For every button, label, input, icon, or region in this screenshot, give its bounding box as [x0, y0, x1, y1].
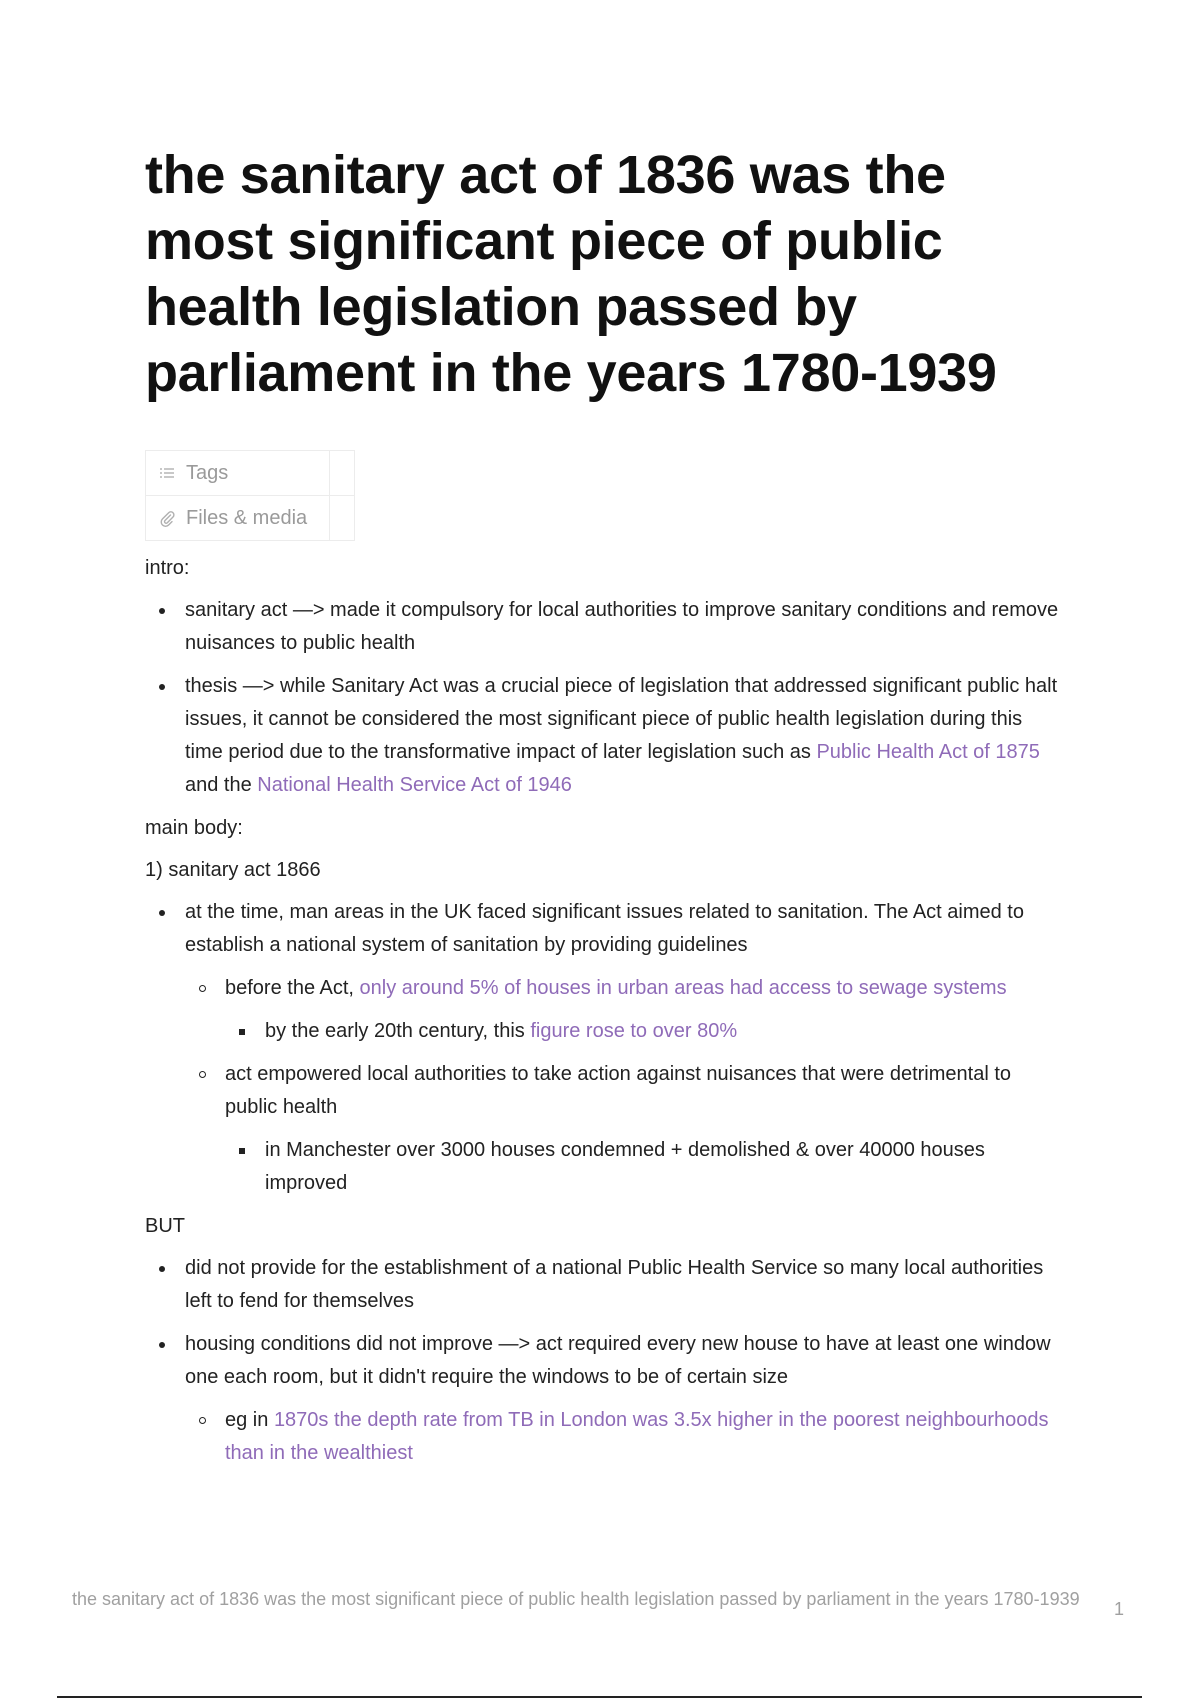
property-tags[interactable]	[146, 451, 354, 496]
section-heading: 1) sanitary act 1866	[145, 859, 321, 881]
page-divider	[57, 1696, 1142, 1698]
list-item-text: at the time, man areas in the UK faced significant issues related to sanitation. The Act aimed to establish a national system of sanitation by providing guidelines	[185, 901, 1024, 956]
highlight-link[interactable]: 1870s the depth rate from TB in London was 3.5x higher in the poorest neighbourhoods than in the wealthiest	[225, 1409, 1049, 1464]
intro-heading: intro:	[145, 557, 190, 579]
page-footer: the sanitary act of 1836 was the most significant piece of public health legislation passed by parliament in the years 1780-1939	[72, 1589, 1080, 1609]
properties-table	[145, 450, 355, 541]
page-content	[145, 552, 1065, 1480]
list-item	[145, 1252, 1065, 1318]
property-files-media[interactable]	[146, 496, 354, 540]
intro-list	[145, 594, 1065, 802]
list-item	[145, 594, 1065, 660]
list-item	[145, 896, 1065, 1200]
highlight-link[interactable]: only around 5% of houses in urban areas had access to sewage systems	[359, 977, 1007, 999]
list-item	[185, 1058, 1065, 1200]
nested-list	[185, 972, 1065, 1200]
list-icon	[158, 464, 176, 482]
nested-list	[225, 1134, 1065, 1200]
list-item-text: and the	[185, 774, 258, 796]
list-item	[145, 1328, 1065, 1470]
list-item	[185, 972, 1065, 1048]
highlight-link[interactable]: National Health Service Act of 1946	[257, 774, 572, 796]
list-item-text: act empowered local authorities to take action against nuisances that were detrimental to public health	[225, 1063, 1011, 1118]
list-item-text: by the early 20th century, this	[265, 1020, 531, 1042]
paperclip-icon	[158, 509, 176, 527]
page-title: the sanitary act of 1836 was the most significant piece of public health legislation passed by parliament in the years 1780-1939	[145, 145, 997, 403]
list-item	[225, 1015, 1065, 1048]
list-item	[145, 670, 1065, 802]
but-heading: BUT	[145, 1215, 185, 1237]
list-item	[185, 1404, 1065, 1470]
list-item-text: thesis —> while Sanitary Act was a crucial piece of legislation that addressed significant public halt issues, it cannot be considered the most significant piece of public health legislation during this time period due to the transformative impact of later legislation such as	[185, 675, 1058, 763]
nested-list	[185, 1404, 1065, 1470]
nested-list	[225, 1015, 1065, 1048]
page-number: 1	[1114, 1599, 1125, 1619]
property-label-tags: Tags	[186, 461, 229, 484]
list-item-text: sanitary act —> made it compulsory for local authorities to improve sanitary conditions and remove nuisances to public health	[185, 599, 1059, 654]
highlight-link[interactable]: Public Health Act of 1875	[816, 741, 1040, 763]
highlight-link[interactable]: figure rose to over 80%	[530, 1020, 738, 1042]
section1-list	[145, 896, 1065, 1200]
list-item	[225, 1134, 1065, 1200]
list-item-text: did not provide for the establishment of a national Public Health Service so many local authorities left to fend for themselves	[185, 1257, 1044, 1312]
main-body-heading: main body:	[145, 817, 243, 839]
property-label-files: Files & media	[186, 506, 308, 529]
list-item-text: in Manchester over 3000 houses condemned + demolished & over 40000 houses improved	[265, 1139, 985, 1194]
but-list	[145, 1252, 1065, 1470]
list-item-text: eg in	[225, 1409, 274, 1431]
list-item-text: housing conditions did not improve —> act required every new house to have at least one window one each room, but it didn't require the windows to be of certain size	[185, 1333, 1051, 1388]
list-item-text: before the Act,	[225, 977, 360, 999]
